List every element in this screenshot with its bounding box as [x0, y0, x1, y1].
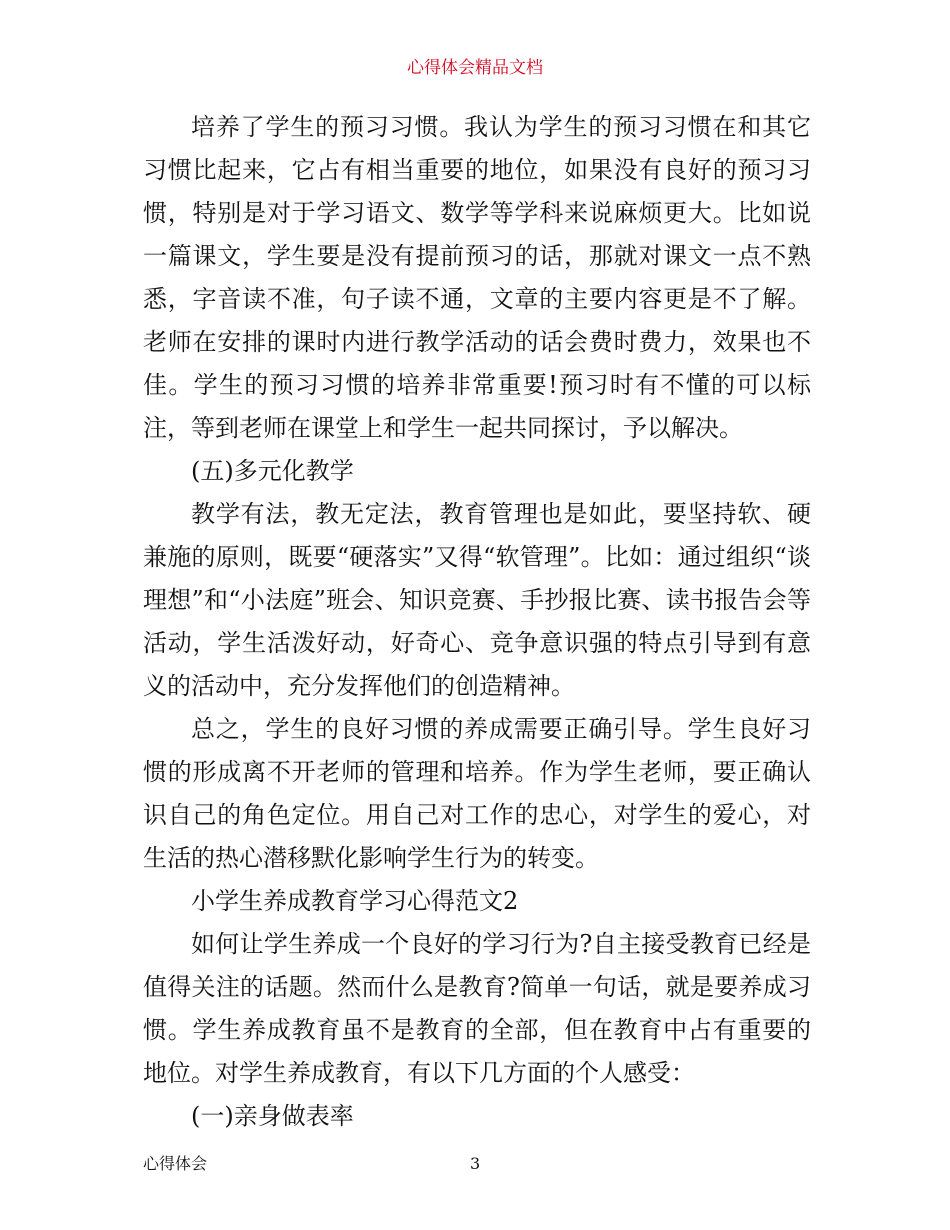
section-heading-lead-by-example: (一)亲身做表率: [191, 1102, 354, 1130]
paragraph-preview-habit: 培养了学生的预习习惯。我认为学生的预习习惯在和其它习惯比起来，它占有相当重要的地位，如果没有良好的预习习惯，特别是对于学习语文、数学等学科来说麻烦更大。比如说一篇课文，学生要是没有提前预习的话，那就对课文一点不熟悉，字音读不准，句子读不通，文章的主要内容更是不了解。老师在安排的课时内进行教学活动的话会费时费力，效果也不佳。学生的预习习惯的培养非常重要!预习时有不懂的可以标注，等到老师在课堂上和学生一起共同探讨，予以解决。: [143, 113, 811, 442]
paragraph-intro-2: 如何让学生养成一个良好的学习行为?自主接受教育已经是值得关注的话题。然而什么是教育?简单一句话，就是要养成习惯。学生养成教育虽不是教育的全部，但在教育中占有重要的地位。对学生养成教育，有以下几方面的个人感受：: [143, 930, 811, 1087]
paragraph-conclusion: 总之，学生的良好习惯的养成需要正确引导。学生良好习惯的形成离不开老师的管理和培养。作为学生老师，要正确认识自己的角色定位。用自己对工作的忠心，对学生的爱心，对生活的热心潜移默化影响学生行为的转变。: [143, 715, 811, 872]
footer-label: 心得体会: [143, 1154, 208, 1173]
page-header-title: 心得体会精品文档: [407, 58, 543, 78]
paragraph-teaching-methods: 教学有法，教无定法，教育管理也是如此，要坚持软、硬兼施的原则，既要“硬落实”又得“软管理”。比如：通过组织“谈理想”和“小法庭”班会、知识竞赛、手抄报比赛、读书报告会等活动，学生活泼好动，好奇心、竞争意识强的特点引导到有意义的活动中，充分发挥他们的创造精神。: [143, 500, 811, 700]
page-number: 3: [470, 1154, 481, 1173]
essay-title-2: 小学生养成教育学习心得范文2: [191, 887, 519, 915]
document-body: [143, 106, 811, 1138]
section-heading-diversified-teaching: (五)多元化教学: [191, 457, 354, 485]
